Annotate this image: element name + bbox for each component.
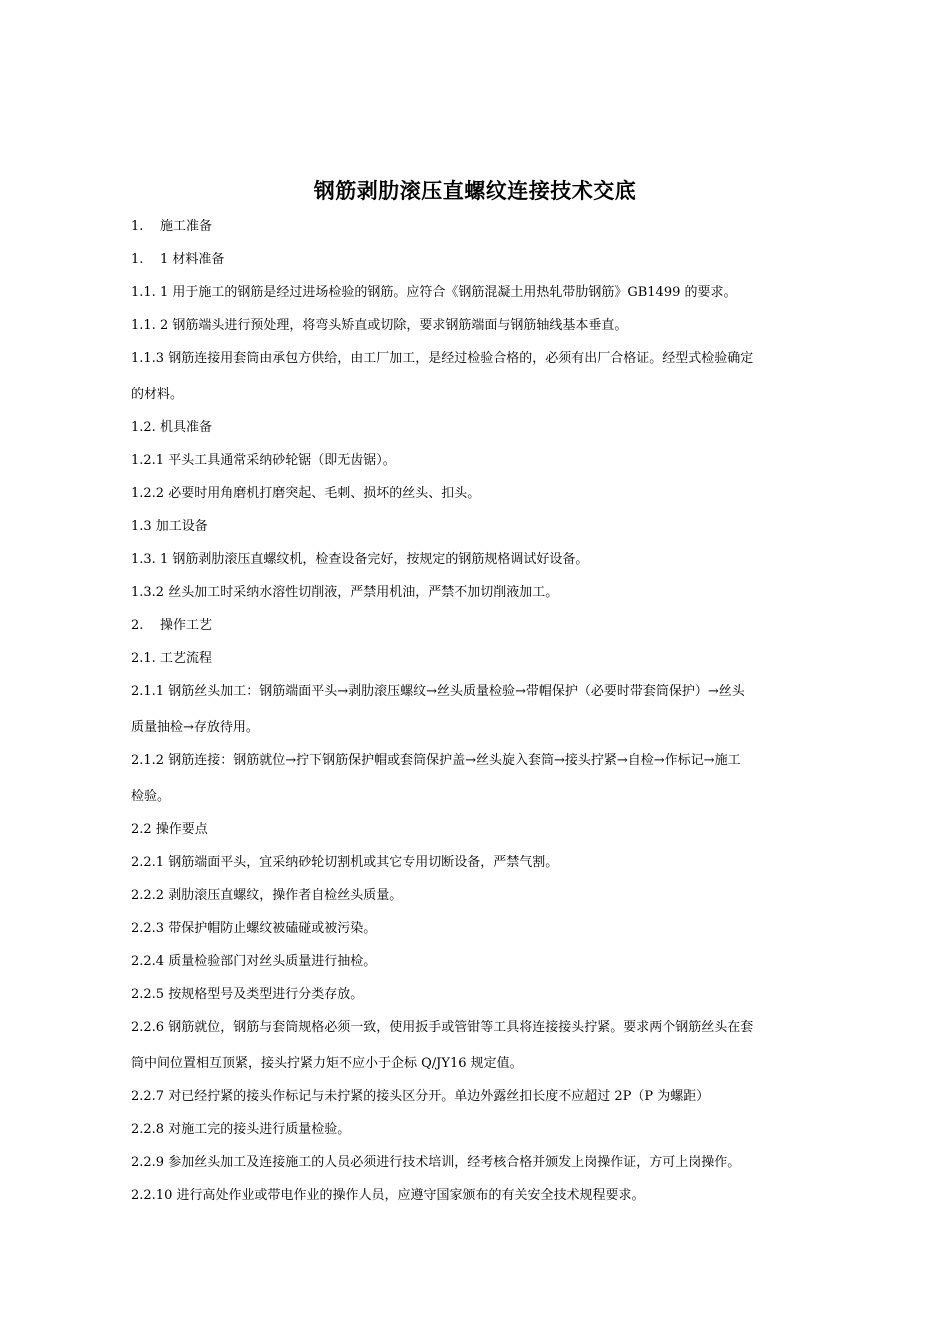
document-line: 2.2.3 带保护帽防止螺纹被磕碰或被污染。 [131, 921, 377, 936]
document-line: 筒中间位置相互顶紧，接头拧紧力矩不应小于企标 Q/JY16 规定值。 [131, 1056, 523, 1071]
document-line: 1.1. 1 用于施工的钢筋是经过进场检验的钢筋。应符合《钢筋混凝土用热轧带肋钢筋》GB1499 的要求。 [131, 285, 737, 300]
document-line: 1.3. 1 钢筋剥肋滚压直螺纹机，检查设备完好，按规定的钢筋规格调试好设备。 [131, 552, 589, 567]
line-text: 1 材料准备 [160, 252, 225, 267]
list-number: 1. [131, 219, 144, 234]
document-line: 2.1. 工艺流程 [131, 651, 212, 666]
subsection-heading [131, 251, 821, 269]
document-line: 2.2.8 对施工完的接头进行质量检验。 [131, 1122, 351, 1137]
line-text: 操作工艺 [160, 618, 213, 633]
document-line: 1.1. 2 钢筋端头进行预处理，将弯头矫直或切除，要求钢筋端面与钢筋轴线基本垂直。 [131, 318, 628, 333]
section-heading [131, 617, 821, 635]
document-line: 1.2. 机具准备 [131, 420, 212, 435]
document-line: 2.2.2 剥肋滚压直螺纹，操作者自检丝头质量。 [131, 888, 403, 903]
document-line: 1.3.2 丝头加工时采纳水溶性切削液，严禁用机油，严禁不加切削液加工。 [131, 585, 559, 600]
document-line: 质量抽检→存放待用。 [131, 720, 259, 735]
document-line: 1.2.2 必要时用角磨机打磨突起、毛刺、损坏的丝头、扣头。 [131, 486, 481, 501]
document-line: 2.2.10 进行高处作业或带电作业的操作人员，应遵守国家颁布的有关安全技术规程要求。 [131, 1188, 645, 1203]
document-title: 钢筋剥肋滚压直螺纹连接技术交底 [313, 179, 637, 203]
line-text: 施工准备 [160, 219, 213, 234]
document-line: 1.2.1 平头工具通常采纳砂轮锯（即无齿锯）。 [131, 453, 396, 468]
document-line: 检验。 [131, 789, 171, 804]
list-number: 1. [131, 252, 144, 267]
document-line: 2.2.5 按规格型号及类型进行分类存放。 [131, 987, 364, 1002]
document-line: 的材料。 [131, 387, 184, 402]
document-line: 2.2.9 参加丝头加工及连接施工的人员必须进行技术培训，经考核合格并颁发上岗操作证，方可上岗操作。 [131, 1155, 741, 1170]
document-line: 2.2.1 钢筋端面平头，宜采纳砂轮切割机或其它专用切断设备，严禁气割。 [131, 855, 559, 870]
section-heading [131, 218, 821, 236]
document-line: 1.1.3 钢筋连接用套筒由承包方供给，由工厂加工，是经过检验合格的，必须有出厂合格证。经型式检验确定 [131, 351, 754, 366]
document-line: 2.1.2 钢筋连接：钢筋就位→拧下钢筋保护帽或套筒保护盖→丝头旋入套筒→接头拧紧→自检→作标记→施工 [131, 753, 741, 768]
list-number: 2. [131, 618, 144, 633]
document-line: 1.3 加工设备 [131, 519, 208, 534]
document-line: 2.2 操作要点 [131, 822, 208, 837]
document-line: 2.2.7 对已经拧紧的接头作标记与未拧紧的接头区分开。单边外露丝扣长度不应超过 2P（P 为螺距） [131, 1089, 710, 1104]
document-line: 2.2.4 质量检验部门对丝头质量进行抽检。 [131, 954, 377, 969]
document-line: 2.2.6 钢筋就位，钢筋与套筒规格必须一致，使用扳手或管钳等工具将连接接头拧紧。要求两个钢筋丝头在套 [131, 1020, 754, 1035]
document-line: 2.1.1 钢筋丝头加工：钢筋端面平头→剥肋滚压螺纹→丝头质量检验→带帽保护（必要时带套筒保护）→丝头 [131, 684, 745, 699]
